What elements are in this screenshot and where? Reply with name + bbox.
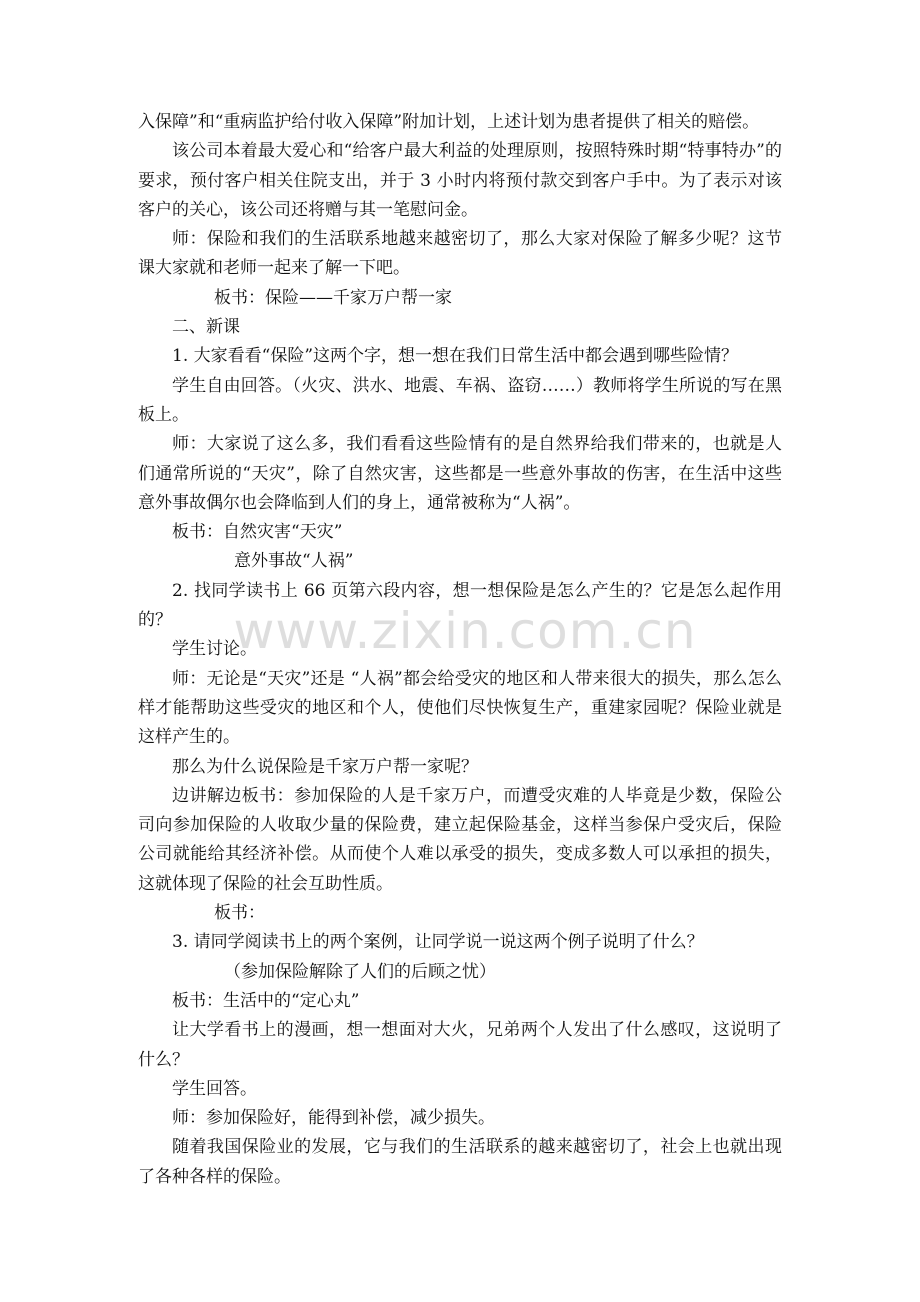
paragraph-why-question: 那么为什么说保险是千家万户帮一家呢？ [172,756,478,777]
paragraph-student-discussion: 学生讨论。 [172,639,257,660]
paragraph-parenthetical: （参加保险解除了人们的后顾之忧） [224,961,496,982]
board-title: 板书：保险——千家万户帮一家 [214,287,452,308]
board-accident: 意外事故“人祸” [234,551,354,572]
question-2: 2. 找同学读书上 66 页第六段内容，想一想保险是怎么产生的？它是怎么起作用的？ [138,580,782,631]
paragraph-teacher-origin: 师：无论是“天灾”还是 “人祸”都会给受灾的地区和人带来很大的损失，那么怎么样才能帮助这些受灾的地区和个人，使他们尽快恢复生产，重建家园呢？保险业就是这样产生的。 [138,668,782,748]
paragraph-3: 师：保险和我们的生活联系地越来越密切了，那么大家对保险了解多少呢？这节课大家就和老师一起来了解一下吧。 [138,229,782,279]
paragraph-student-answer: 学生自由回答。（火灾、洪水、地震、车祸、盗窃……）教师将学生所说的写在黑板上。 [138,375,782,425]
paragraph-teacher-summary: 师：参加保险好，能得到补偿，减少损失。 [172,1108,495,1129]
section-heading-new-lesson: 二、新课 [172,317,240,338]
paragraph-board-explanation: 边讲解边板书：参加保险的人是千家万户，而遭受灾难的人毕竟是少数，保险公司向参加保险的人收取少量的保险费，建立起保险基金，这样当参保户受灾后，保险公司就能给其经济补偿。从而使个人难以承受的损失，变成多数人可以承担的损失，这就体现了保险的社会互助性质。 [138,785,782,894]
paragraph-student-reply: 学生回答。 [172,1078,257,1099]
paragraph-2: 该公司本着最大爱心和“给客户最大利益的处理原则，按照特殊时期“特事特办”的要求，预付客户相关住院支出，并于 3 小时内将预付款交到客户手中。为了表示对该客户的关心，该公司还将赠与其一笔慰问金。 [138,141,782,220]
board-label: 板书： [214,903,265,924]
paragraph-teacher-disaster: 师：大家说了这么多，我们看看这些险情有的是自然界给我们带来的，也就是人们通常所说的“天灾”，除了自然灾害，这些都是一些意外事故的伤害，在生活中这些意外事故偶尔也会降临到人们的身上，通常被称为“人祸”。 [138,434,782,513]
watermark: www.zixin.com.cn [233,602,697,660]
board-reassurance: 板书：生活中的“定心丸” [172,990,360,1011]
paragraph-closing: 随着我国保险业的发展，它与我们的生活联系的越来越密切了，社会上也就出现了各种各样的保险。 [138,1137,782,1187]
board-natural-disaster: 板书：自然灾害“天灾” [172,522,343,543]
paragraph-comic: 让大学看书上的漫画，想一想面对大火，兄弟两个人发出了什么感叹，这说明了什么？ [138,1020,782,1070]
question-3: 3. 请同学阅读书上的两个案例，让同学说一说这两个例子说明了什么？ [172,932,704,953]
paragraph-1: 入保障”和“重病监护给付收入保障”附加计划，上述计划为患者提供了相关的赔偿。 [138,112,760,132]
document-body [138,108,782,1192]
question-1: 1. 大家看看“保险”这两个字，想一想在我们日常生活中都会遇到哪些险情？ [172,346,739,367]
